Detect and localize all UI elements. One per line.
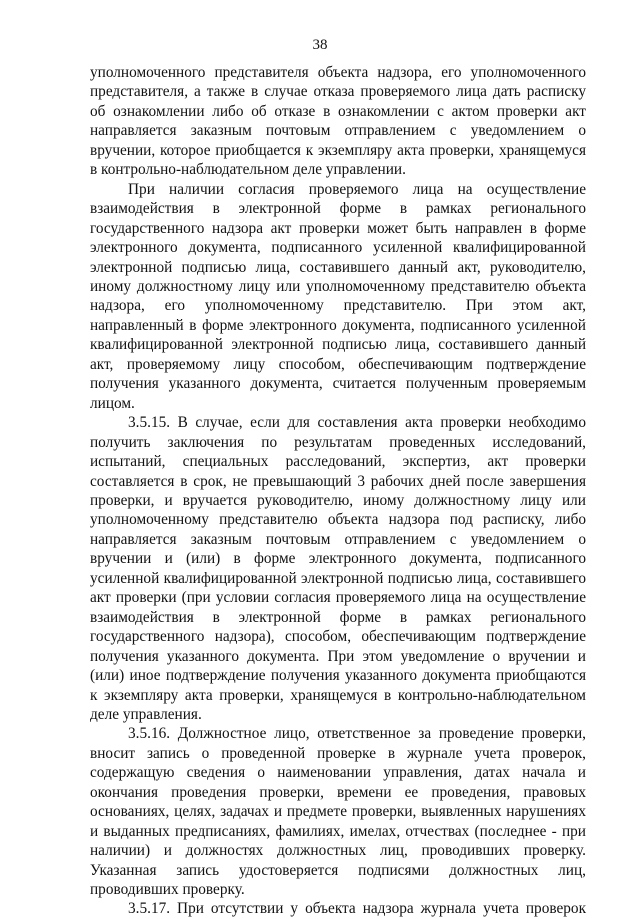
text-line: основаниях, целях, задачах и предмете проверки, выявленных нарушениях	[90, 803, 586, 821]
page-number: 38	[312, 37, 328, 53]
text-line: деле управления.	[90, 705, 202, 723]
text-line: электронного документа, подписанного усиленной квалифицированной	[90, 239, 586, 257]
text-line: усиленной квалифицированной электронной подписью лица, составившего	[90, 569, 586, 587]
text-line: проводивших проверку.	[90, 881, 245, 899]
text-line: взаимодействия в электронной форме в рамках регионального	[90, 200, 586, 218]
text-line: испытаний, специальных расследований, экспертиз, акт проверки	[90, 453, 586, 471]
text-line: государственного надзора), способом, обеспечивающим подтверждение	[90, 628, 586, 646]
text-line: направляется заказным почтовым отправлением с уведомлением о	[90, 530, 586, 548]
text-line: в контрольно-наблюдательном деле управлении.	[90, 161, 406, 179]
text-line: наличии) и должностях должностных лиц, проводивших проверку.	[90, 842, 586, 860]
text-line: государственного надзора акт проверки может быть направлен в форме	[90, 219, 586, 237]
text-line: 3.5.15. В случае, если для составления акта проверки необходимо	[128, 414, 586, 432]
text-line: направленный в форме электронного документа, подписанного усиленной	[90, 316, 586, 334]
text-line: акт проверки (при условии согласия проверяемого лица на осуществление	[90, 589, 586, 607]
text-line: При наличии согласия проверяемого лица на осуществление	[128, 180, 586, 198]
text-line: (или) иное подтверждение получения указанного документа приобщаются	[90, 667, 586, 685]
text-line: окончания проведения проверки, времени ее проведения, правовых	[90, 783, 586, 801]
document-body	[90, 63, 586, 919]
text-line: вручении и (или) в форме электронного документа, подписанного	[90, 550, 586, 568]
text-line: 3.5.17. При отсутствии у объекта надзора журнала учета проверок	[128, 900, 586, 918]
text-line: получения указанного документа, считается полученным проверяемым	[90, 375, 586, 393]
text-line: вручении, которое приобщается к экземпляру акта проверки, хранящемуся	[90, 141, 586, 159]
text-line: уполномоченному представителю объекта надзора под расписку, либо	[90, 511, 586, 529]
text-line: уполномоченного представителя объекта надзора, его уполномоченного	[90, 64, 586, 81]
text-line: получить заключения по результатам проведенных исследований,	[90, 433, 586, 451]
text-line: электронной подписью лица, составившего данный акт, руководителю,	[90, 258, 586, 276]
text-line: иному должностному лицу или уполномоченному представителю объекта	[90, 277, 586, 295]
text-line: и выданных предписаниях, фамилиях, имелах, отчествах (последнее - при	[90, 822, 586, 840]
text-line: надзора, его уполномоченному представителю. При этом акт,	[90, 297, 586, 315]
text-line: Указанная запись удостоверяется подписями должностных лиц,	[90, 861, 586, 879]
text-line: вносит запись о проведенной проверке в журнале учета проверок,	[90, 744, 586, 762]
text-line: лицом.	[90, 394, 135, 412]
text-line: акт, проверяемому лицу способом, обеспечивающим подтверждение	[90, 355, 586, 373]
text-line: квалифицированной электронной подписью лица, составившего данный	[90, 336, 586, 354]
text-line: к экземпляру акта проверки, хранящемуся в контрольно-наблюдательном	[90, 686, 586, 704]
text-line: направляется заказным почтовым отправлением с уведомлением о	[90, 122, 586, 140]
text-line: получения указанного документа. При этом уведомление о вручении и	[90, 647, 586, 665]
text-line: содержащую сведения о наименовании управления, датах начала и	[90, 764, 586, 782]
text-line: об ознакомлении либо об отказе в ознакомлении с актом проверки акт	[90, 102, 586, 120]
text-line: проверки, и вручается руководителю, иному должностному лицу или	[90, 491, 586, 509]
text-line: представителя, а также в случае отказа проверяемого лица дать расписку	[90, 83, 586, 101]
text-line: взаимодействия в электронной форме в рамках регионального	[90, 608, 586, 626]
text-line: 3.5.16. Должностное лицо, ответственное за проведение проверки,	[128, 725, 586, 743]
text-line: составляется в срок, не превышающий 3 рабочих дней после завершения	[90, 472, 586, 490]
